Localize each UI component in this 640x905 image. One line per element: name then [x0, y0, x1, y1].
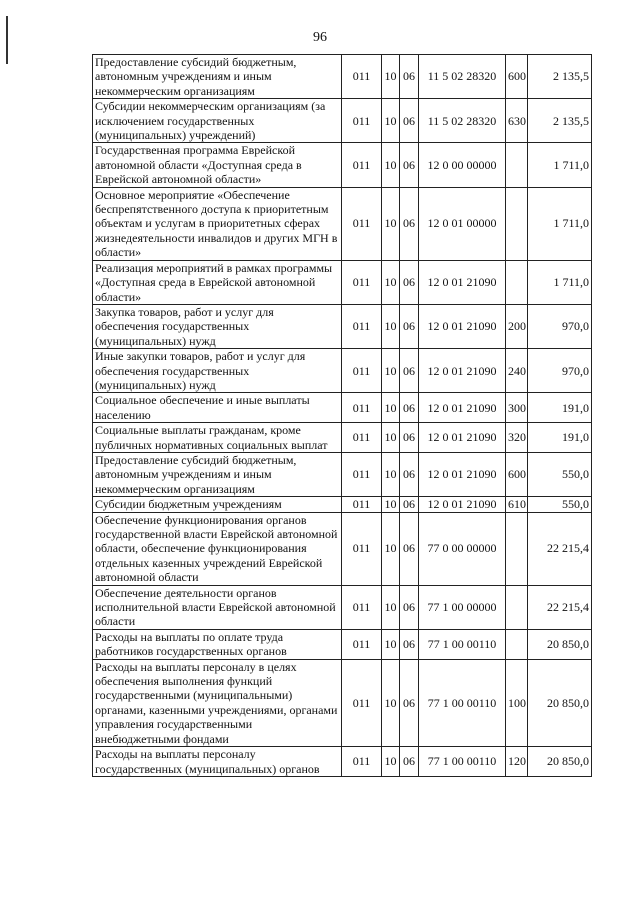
row-expense-type-cell: 200: [506, 304, 528, 348]
row-target-article-cell: 11 5 02 28320: [419, 55, 506, 99]
table-row: [93, 585, 592, 629]
row-name-cell: Реализация мероприятий в рамках программы «Доступная среда в Еврейской автономной области»: [93, 260, 342, 304]
row-name-cell: Предоставление субсидий бюджетным, автономным учреждениям и иным некоммерческим организациям: [93, 55, 342, 99]
row-subsection-cell: 06: [400, 423, 419, 453]
row-amount-cell: 2 135,5: [528, 99, 592, 143]
row-subsection-cell: 06: [400, 585, 419, 629]
table-row: [93, 423, 592, 453]
row-section-cell: 10: [382, 423, 400, 453]
row-name-cell: Социальные выплаты гражданам, кроме публичных нормативных социальных выплат: [93, 423, 342, 453]
table-row: [93, 393, 592, 423]
row-ved-cell: 011: [342, 452, 382, 496]
row-subsection-cell: 06: [400, 393, 419, 423]
row-amount-cell: 20 850,0: [528, 629, 592, 659]
row-section-cell: 10: [382, 99, 400, 143]
row-expense-type-cell: [506, 585, 528, 629]
row-name-cell: Субсидии некоммерческим организациям (за исключением государственных (муниципальных) учреждений): [93, 99, 342, 143]
row-expense-type-cell: 600: [506, 452, 528, 496]
row-target-article-cell: 12 0 01 21090: [419, 393, 506, 423]
row-section-cell: 10: [382, 393, 400, 423]
row-expense-type-cell: 300: [506, 393, 528, 423]
row-subsection-cell: 06: [400, 659, 419, 746]
row-section-cell: 10: [382, 497, 400, 512]
row-target-article-cell: 11 5 02 28320: [419, 99, 506, 143]
row-section-cell: 10: [382, 55, 400, 99]
row-amount-cell: 970,0: [528, 304, 592, 348]
row-amount-cell: 191,0: [528, 393, 592, 423]
row-subsection-cell: 06: [400, 260, 419, 304]
row-amount-cell: 550,0: [528, 452, 592, 496]
row-amount-cell: 20 850,0: [528, 659, 592, 746]
row-section-cell: 10: [382, 349, 400, 393]
row-ved-cell: 011: [342, 659, 382, 746]
table-row: [93, 187, 592, 260]
row-name-cell: Закупка товаров, работ и услуг для обеспечения государственных (муниципальных) нужд: [93, 304, 342, 348]
row-subsection-cell: 06: [400, 747, 419, 777]
row-expense-type-cell: 600: [506, 55, 528, 99]
row-name-cell: Социальное обеспечение и иные выплаты населению: [93, 393, 342, 423]
row-section-cell: 10: [382, 304, 400, 348]
row-ved-cell: 011: [342, 349, 382, 393]
row-subsection-cell: 06: [400, 187, 419, 260]
row-subsection-cell: 06: [400, 452, 419, 496]
row-name-cell: Основное мероприятие «Обеспечение беспрепятственного доступа к приоритетным объектам и услугам в приоритетных сферах жизнедеятельности инвалидов и других МГН в области»: [93, 187, 342, 260]
row-expense-type-cell: [506, 187, 528, 260]
row-amount-cell: 1 711,0: [528, 143, 592, 187]
table-row: [93, 99, 592, 143]
row-expense-type-cell: 100: [506, 659, 528, 746]
row-ved-cell: 011: [342, 304, 382, 348]
row-amount-cell: 550,0: [528, 497, 592, 512]
row-ved-cell: 011: [342, 497, 382, 512]
row-amount-cell: 1 711,0: [528, 187, 592, 260]
row-target-article-cell: 12 0 01 21090: [419, 304, 506, 348]
row-subsection-cell: 06: [400, 629, 419, 659]
row-ved-cell: 011: [342, 512, 382, 585]
row-section-cell: 10: [382, 512, 400, 585]
table-row: [93, 143, 592, 187]
row-expense-type-cell: [506, 143, 528, 187]
row-ved-cell: 011: [342, 143, 382, 187]
row-name-cell: Предоставление субсидий бюджетным, автономным учреждениям и иным некоммерческим организациям: [93, 452, 342, 496]
row-subsection-cell: 06: [400, 99, 419, 143]
row-name-cell: Обеспечение функционирования органов государственной власти Еврейской автономной области, обеспечение функционирования отдельных казенных учреждений Еврейской автономной области: [93, 512, 342, 585]
table-row: [93, 304, 592, 348]
table-row: [93, 747, 592, 777]
row-ved-cell: 011: [342, 393, 382, 423]
table-row: [93, 452, 592, 496]
budget-table: [92, 54, 592, 777]
row-expense-type-cell: 320: [506, 423, 528, 453]
row-name-cell: Субсидии бюджетным учреждениям: [93, 497, 342, 512]
row-section-cell: 10: [382, 143, 400, 187]
row-name-cell: Государственная программа Еврейской автономной области «Доступная среда в Еврейской автономной области»: [93, 143, 342, 187]
row-section-cell: 10: [382, 585, 400, 629]
row-target-article-cell: 12 0 01 21090: [419, 497, 506, 512]
row-expense-type-cell: [506, 260, 528, 304]
row-ved-cell: 011: [342, 585, 382, 629]
row-expense-type-cell: 630: [506, 99, 528, 143]
row-target-article-cell: 77 1 00 00110: [419, 629, 506, 659]
table-row: [93, 659, 592, 746]
row-ved-cell: 011: [342, 260, 382, 304]
row-ved-cell: 011: [342, 747, 382, 777]
row-target-article-cell: 12 0 01 21090: [419, 349, 506, 393]
row-expense-type-cell: [506, 629, 528, 659]
table-row: [93, 349, 592, 393]
row-amount-cell: 20 850,0: [528, 747, 592, 777]
row-target-article-cell: 77 1 00 00000: [419, 585, 506, 629]
row-section-cell: 10: [382, 747, 400, 777]
row-amount-cell: 22 215,4: [528, 585, 592, 629]
row-amount-cell: 1 711,0: [528, 260, 592, 304]
row-subsection-cell: 06: [400, 55, 419, 99]
row-target-article-cell: 77 1 00 00110: [419, 747, 506, 777]
page-number: 96: [313, 30, 327, 45]
row-amount-cell: 970,0: [528, 349, 592, 393]
row-amount-cell: 191,0: [528, 423, 592, 453]
row-name-cell: Расходы на выплаты по оплате труда работников государственных органов: [93, 629, 342, 659]
row-ved-cell: 011: [342, 55, 382, 99]
row-subsection-cell: 06: [400, 497, 419, 512]
row-subsection-cell: 06: [400, 512, 419, 585]
table-row: [93, 55, 592, 99]
row-subsection-cell: 06: [400, 143, 419, 187]
row-name-cell: Расходы на выплаты персоналу государственных (муниципальных) органов: [93, 747, 342, 777]
row-section-cell: 10: [382, 452, 400, 496]
row-target-article-cell: 12 0 00 00000: [419, 143, 506, 187]
table-row: [93, 260, 592, 304]
row-ved-cell: 011: [342, 99, 382, 143]
row-name-cell: Иные закупки товаров, работ и услуг для обеспечения государственных (муниципальных) нужд: [93, 349, 342, 393]
row-expense-type-cell: [506, 512, 528, 585]
row-section-cell: 10: [382, 659, 400, 746]
row-target-article-cell: 12 0 01 21090: [419, 423, 506, 453]
row-section-cell: 10: [382, 187, 400, 260]
row-name-cell: Расходы на выплаты персоналу в целях обеспечения выполнения функций государственными (муниципальными) органами, казенными учреждениями, органами управления государственными внебюджетными фондами: [93, 659, 342, 746]
row-amount-cell: 22 215,4: [528, 512, 592, 585]
row-section-cell: 10: [382, 629, 400, 659]
table-row: [93, 629, 592, 659]
row-target-article-cell: 12 0 01 21090: [419, 452, 506, 496]
row-ved-cell: 011: [342, 423, 382, 453]
row-target-article-cell: 77 1 00 00110: [419, 659, 506, 746]
row-target-article-cell: 77 0 00 00000: [419, 512, 506, 585]
row-expense-type-cell: 240: [506, 349, 528, 393]
row-target-article-cell: 12 0 01 00000: [419, 187, 506, 260]
row-name-cell: Обеспечение деятельности органов исполнительной власти Еврейской автономной области: [93, 585, 342, 629]
row-target-article-cell: 12 0 01 21090: [419, 260, 506, 304]
table-row: [93, 497, 592, 512]
row-subsection-cell: 06: [400, 349, 419, 393]
row-subsection-cell: 06: [400, 304, 419, 348]
row-ved-cell: 011: [342, 629, 382, 659]
row-amount-cell: 2 135,5: [528, 55, 592, 99]
table-row: [93, 512, 592, 585]
row-expense-type-cell: 120: [506, 747, 528, 777]
row-ved-cell: 011: [342, 187, 382, 260]
row-expense-type-cell: 610: [506, 497, 528, 512]
row-section-cell: 10: [382, 260, 400, 304]
